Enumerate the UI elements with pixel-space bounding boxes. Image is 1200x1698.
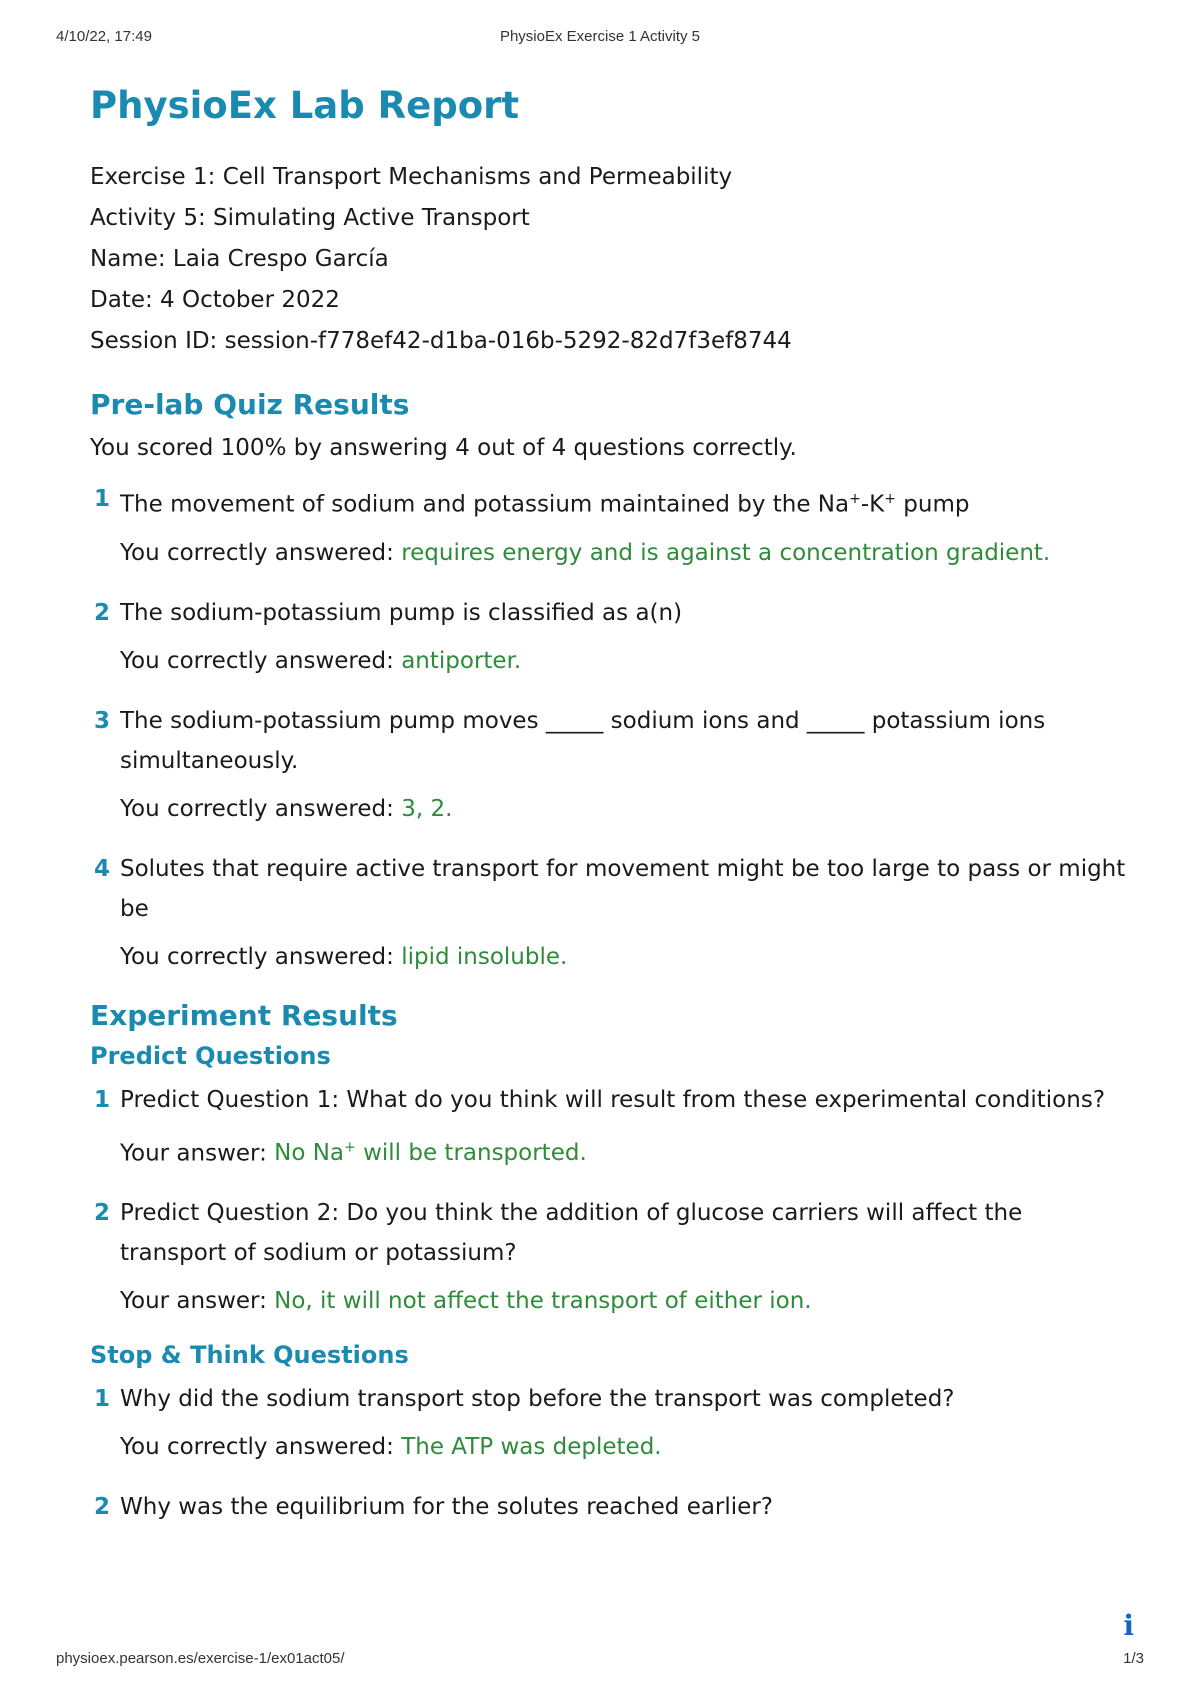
report-date: Date: 4 October 2022 [90,287,340,313]
question-number: 1 [94,1386,111,1413]
question-text: Predict Question 1: What do you think will result from these experimental conditions? [120,1086,1106,1113]
predict-question-1 [90,1080,1130,1170]
question-number: 3 [94,707,111,734]
print-header [56,28,1144,48]
question-number: 1 [94,1086,111,1113]
stop-think-question-1 [90,1379,1130,1463]
answer-value: requires energy and is against a concentration gradient. [401,539,1051,566]
predict-question-2 [90,1193,1130,1317]
answer-prefix: Your answer: [120,1140,275,1167]
lab-report [90,84,1130,1551]
answer-prefix: You correctly answered: [120,795,402,822]
prelab-question-3 [90,701,1130,825]
question-answer [120,645,1130,677]
question-text: Why was the equilibrium for the solutes reached earlier? [120,1494,773,1521]
stop-think-question-2 [90,1487,1130,1527]
answer-prefix: Your answer: [120,1288,275,1315]
print-footer [56,1650,1144,1670]
answer-value: lipid insoluble. [401,943,568,970]
prelab-question-list [90,479,1130,973]
question-answer [120,1431,1130,1463]
answer-value: antiporter. [401,647,522,674]
answer-prefix: You correctly answered: [120,943,402,970]
answer-value: 3, 2. [401,795,453,822]
question-text: The sodium-potassium pump is classified as a(n) [120,599,683,626]
answer-prefix: You correctly answered: [120,1434,402,1461]
question-text: The sodium-potassium pump moves _____ sodium ions and _____ potassium ions simultaneously. [120,707,1046,774]
prelab-question-4 [90,849,1130,973]
answer-value: No, it will not affect the transport of either ion. [274,1288,812,1315]
question-number: 2 [94,1200,111,1227]
prelab-question-1 [90,479,1130,569]
session-id: Session ID: session-f778ef42-d1ba-016b-5292-82d7f3ef8744 [90,328,792,354]
report-title: PhysioEx Lab Report [90,84,520,127]
question-answer [120,793,1130,825]
page-number: 1/3 [1123,1650,1144,1667]
prelab-score: You scored 100% by answering 4 out of 4 questions correctly. [90,435,797,461]
experiment-heading: Experiment Results [90,998,398,1032]
stop-think-question-list [90,1379,1130,1527]
question-text: Solutes that require active transport for movement might be too large to pass or might be [120,855,1126,922]
exercise-line: Exercise 1: Cell Transport Mechanisms and Permeability [90,164,733,190]
print-page-title: PhysioEx Exercise 1 Activity 5 [499,28,701,45]
question-text: Why did the sodium transport stop before the transport was completed? [120,1386,955,1413]
question-number: 2 [94,599,111,626]
student-name: Name: Laia Crespo García [90,246,389,272]
stop-think-heading: Stop & Think Questions [90,1341,409,1370]
question-text: The movement of sodium and potassium maintained by the Na+-K+ pump [120,491,970,518]
answer-value: No Na+ will be transported. [274,1139,587,1167]
prelab-heading: Pre-lab Quiz Results [90,388,410,421]
prelab-question-2 [90,593,1130,677]
answer-prefix: You correctly answered: [120,539,402,566]
print-url: physioex.pearson.es/exercise-1/ex01act05/ [56,1650,345,1667]
info-icon[interactable]: i [1123,1609,1134,1642]
question-number: 2 [94,1494,111,1521]
question-answer [120,1285,1130,1317]
question-answer [120,941,1130,973]
answer-prefix: You correctly answered: [120,647,402,674]
print-datetime: 4/10/22, 17:49 [56,28,152,45]
question-number: 4 [94,855,111,882]
predict-heading: Predict Questions [90,1041,331,1070]
question-answer [120,537,1130,569]
prelab-section [90,388,1130,973]
question-answer [120,1132,1130,1170]
activity-line: Activity 5: Simulating Active Transport [90,205,530,231]
answer-value: The ATP was depleted. [401,1434,662,1461]
experiment-section [90,999,1130,1528]
predict-question-list [90,1080,1130,1318]
question-text: Predict Question 2: Do you think the addition of glucose carriers will affect the transport of sodium or potassium? [120,1200,1023,1267]
question-number: 1 [94,486,111,512]
